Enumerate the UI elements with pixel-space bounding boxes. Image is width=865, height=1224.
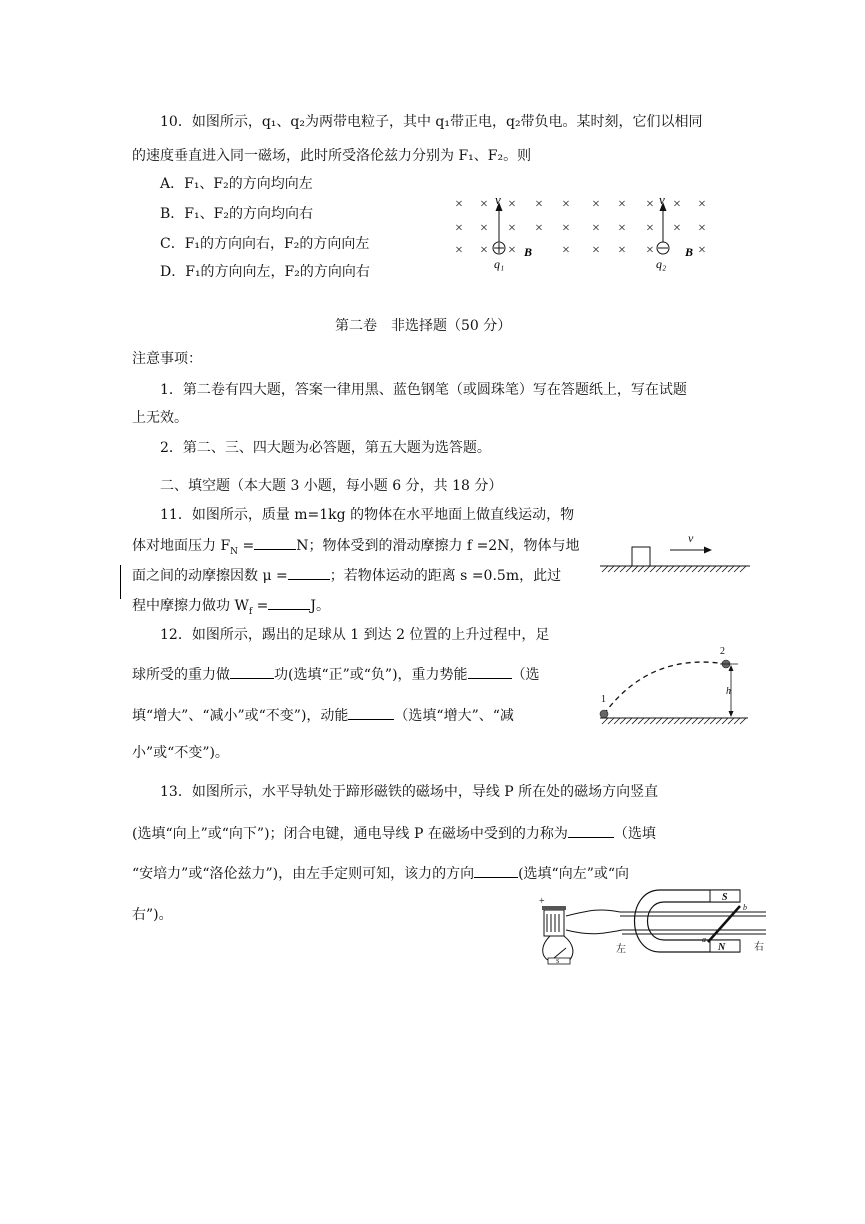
svg-text:v: v [659, 192, 665, 207]
svg-text:×: × [535, 221, 543, 236]
q10-stem-line2: 的速度垂直进入同一磁场，此时所受洛伦兹力分别为 F₁、F₂。则 [132, 148, 532, 164]
q11-line3: 面之间的动摩擦因数 μ = ；若物体运动的距离 s =0.5m，此过 [132, 565, 561, 586]
svg-text:b: b [743, 903, 747, 912]
q13-line2: (选填“向上”或“向下”)；闭合电键，通电导线 P 在磁场中受到的力称为 （选填 [132, 823, 656, 844]
svg-text:×: × [508, 243, 516, 258]
svg-text:+: + [539, 896, 545, 907]
svg-text:右: 右 [754, 942, 764, 953]
q12-line3: 填“增大”、“减小”或“不变”)，动能 （选填“增大”、“减 [132, 705, 514, 726]
section2-title: 第二卷 非选择题（50 分） [335, 318, 512, 334]
svg-text:×: × [535, 197, 543, 212]
svg-text:×: × [562, 197, 570, 212]
svg-text:S: S [722, 892, 728, 903]
svg-text:×: × [592, 197, 600, 212]
svg-text:q₂: q₂ [656, 257, 667, 271]
q11-line1: 11．如图所示，质量 m=1kg 的物体在水平地面上做直线运动，物 [160, 507, 575, 523]
svg-text:×: × [480, 197, 488, 212]
svg-text:a: a [702, 935, 706, 944]
svg-text:×: × [618, 197, 626, 212]
svg-text:×: × [455, 221, 463, 236]
svg-text:B: B [685, 245, 694, 259]
q12-kinetic-energy-blank[interactable] [348, 705, 394, 720]
svg-text:×: × [562, 221, 570, 236]
svg-text:B: B [524, 245, 533, 259]
svg-text:v: v [495, 192, 501, 207]
svg-text:2: 2 [720, 646, 725, 657]
svg-text:×: × [698, 221, 706, 236]
q11-line2: 体对地面压力 $F_N = N$；物体受到的滑动摩擦力 f =2N，物体与地 [132, 535, 579, 562]
particle-q2 [657, 210, 669, 254]
q11-line4: 程中摩擦力做功 $W_f = J$。 [132, 595, 330, 622]
q13-horseshoe-magnet-figure [530, 858, 770, 970]
q10-option-a: A．F₁、F₂的方向均向左 [160, 176, 313, 192]
svg-text:N: N [718, 942, 726, 953]
svg-text:v: v [688, 531, 694, 545]
svg-text:q₁: q₁ [494, 257, 505, 271]
q13-force-name-blank[interactable] [568, 823, 614, 838]
q13-line4: 右”)。 [132, 907, 173, 923]
note1-line1: 1．第二卷有四大题，答案一律用黑、蓝色钢笔（或圆珠笔）写在答题纸上，写在试题 [160, 382, 687, 398]
svg-text:×: × [508, 221, 516, 236]
svg-text:×: × [592, 221, 600, 236]
svg-text:×: × [480, 221, 488, 236]
svg-text:×: × [698, 197, 706, 212]
svg-text:×: × [673, 197, 681, 212]
q13-force-direction-blank[interactable] [474, 863, 518, 878]
svg-text:×: × [646, 221, 654, 236]
q13-line1: 13．如图所示，水平导轨处于蹄形磁铁的磁场中，导线 P 所在处的磁场方向竖直 [160, 784, 659, 800]
particle-q1 [493, 210, 505, 254]
svg-text:×: × [455, 243, 463, 258]
svg-text:×: × [562, 243, 570, 258]
svg-text:h: h [726, 686, 731, 697]
svg-text:左: 左 [616, 944, 626, 955]
svg-text:×: × [618, 221, 626, 236]
svg-text:×: × [673, 221, 681, 236]
fill-in-section-title: 二、填空题（本大题 3 小题，每小题 6 分，共 18 分） [160, 478, 503, 494]
svg-text:×: × [480, 243, 488, 258]
svg-text:×: × [646, 197, 654, 212]
q12-line4: 小”或“不变”)。 [132, 745, 229, 761]
q12-football-trajectory-figure [592, 642, 752, 730]
svg-text:×: × [618, 243, 626, 258]
q12-line2: 球所受的重力做 功(选填“正”或“负”)，重力势能 （选 [132, 664, 540, 685]
svg-text:1: 1 [601, 694, 606, 705]
q10-option-d: D．F₁的方向向左，F₂的方向向右 [160, 264, 370, 280]
q10-option-b: B．F₁、F₂的方向均向右 [160, 206, 313, 222]
svg-text:S: S [556, 959, 560, 965]
q11-block-figure [600, 528, 755, 578]
note2: 2．第二、三、四大题为必答题，第五大题为选答题。 [160, 440, 491, 456]
q12-line1: 12．如图所示，踢出的足球从 1 到达 2 位置的上升过程中，足 [160, 627, 550, 643]
svg-text:×: × [455, 197, 463, 212]
svg-text:×: × [508, 197, 516, 212]
q13-line3: “安培力”或“洛伦兹力”)，由左手定则可知，该力的方向 (选填“向左”或“向 [132, 863, 629, 884]
q10-stem-line1: 10．如图所示，q₁、q₂为两带电粒子，其中 q₁带正电，q₂带负电。某时刻，它们以相同 [160, 114, 703, 130]
svg-text:×: × [646, 243, 654, 258]
text-cursor [120, 565, 121, 599]
notes-title: 注意事项： [132, 351, 202, 367]
q11-friction-coefficient-blank[interactable] [288, 565, 330, 580]
q10-magnetic-field-figure [440, 188, 730, 272]
q10-option-c: C．F₁的方向向右，F₂的方向向左 [160, 236, 370, 252]
q12-gravity-work-blank[interactable] [230, 664, 274, 679]
q12-potential-energy-blank[interactable] [468, 664, 512, 679]
svg-text:×: × [698, 243, 706, 258]
svg-text:×: × [592, 243, 600, 258]
note1-line2: 上无效。 [132, 410, 188, 426]
q11-normal-force-blank[interactable] [254, 535, 296, 550]
q11-friction-work-blank[interactable] [268, 595, 310, 610]
